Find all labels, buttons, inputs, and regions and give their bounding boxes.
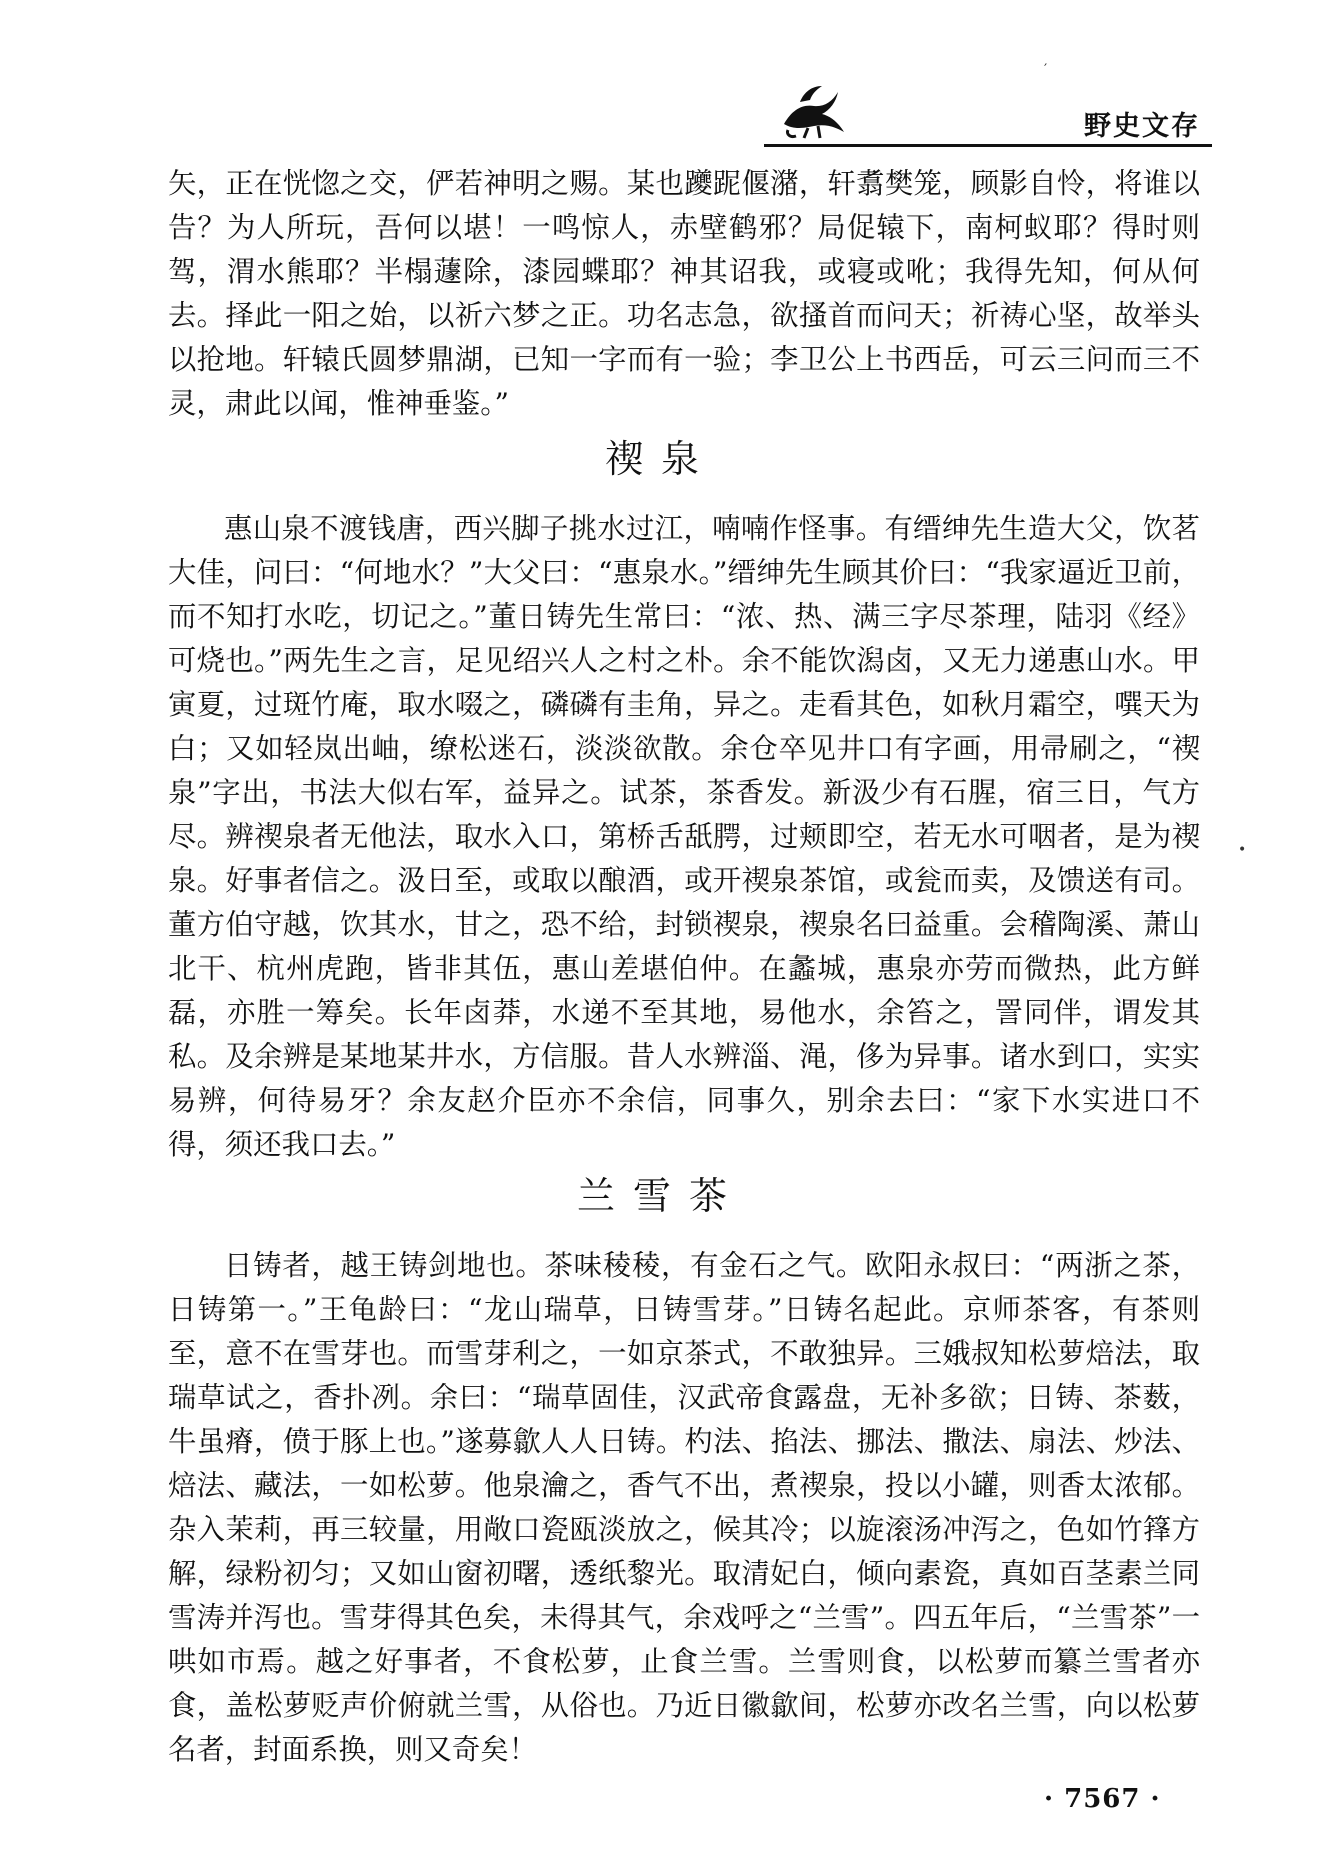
scan-mark: ′ <box>1044 62 1048 78</box>
section-lanxuecha-body <box>168 1244 1200 1772</box>
dragon-emblem-icon <box>778 80 850 140</box>
scan-dot: • <box>1238 842 1247 858</box>
section-title-lanxuecha: 兰雪茶 <box>576 1174 745 1218</box>
section-xiquan-paragraph: 惠山泉不渡钱唐，西兴脚子挑水过江，喃喃作怪事。有缙绅先生造大父，饮茗大佳，问曰：“何地水？”大父曰：“惠泉水。”缙绅先生顾其价曰：“我家逼近卫前，而不知打水吃，切记之。”董日铸先生常曰：“浓、热、满三字尽茶理，陆羽《经》可烧也。”两先生之言，足见绍兴人之村之朴。余不能饮潟卤，又无力递惠山水。甲寅夏，过斑竹庵，取水啜之，磷磷有圭角，异之。走看其色，如秋月霜空，噀天为白；又如轻岚出岫，缭松迷石，淡淡欲散。余仓卒见井口有字画，用帚刷之，“禊泉”字出，书法大似右军，益异之。试茶，茶香发。新汲少有石腥，宿三日，气方尽。辨禊泉者无他法，取水入口，第桥舌舐腭，过颊即空，若无水可咽者，是为禊泉。好事者信之。汲日至，或取以酿酒，或开禊泉茶馆，或瓮而卖，及馈送有司。董方伯守越，饮其水，甘之，恐不给，封锁禊泉，禊泉名曰益重。会稽陶溪、萧山北干、杭州虎跑，皆非其伍，惠山差堪伯仲。在蠡城，惠泉亦劳而微热，此方鲜磊，亦胜一筹矣。长年卤莽，水递不至其地，易他水，余笞之，詈同伴，谓发其私。及余辨是某地某井水，方信服。昔人水辨淄、渑，侈为异事。诸水到口，实实易辨，何待易牙？余友赵介臣亦不余信，同事久，别余去曰：“家下水实进口不得，须还我口去。” <box>168 512 1200 1161</box>
page-header <box>0 70 1322 150</box>
continuation-paragraph: 矢，正在恍惚之交，俨若神明之赐。某也躨跜偃潴，轩翥樊笼，顾影自怜，将谁以告？为人所玩，吾何以堪！一鸣惊人，赤壁鹤邪？局促辕下，南柯蚁耶？得时则驾，渭水熊耶？半榻蘧除，漆园蝶耶？神其诏我，或寝或吪；我得先知，何从何去。择此一阳之始，以祈六梦之正。功名志急，欲搔首而问天；祈祷心坚，故举头以抢地。轩辕氏圆梦鼎湖，已知一字而有一验；李卫公上书西岳，可云三问而三不灵，肃此以闻，惟神垂鉴。” <box>168 167 1200 420</box>
running-title: 野史文存 <box>1084 111 1200 142</box>
page-number: · 7567 · <box>1044 1784 1161 1814</box>
section-title-xiquan: 禊泉 <box>604 437 717 481</box>
header-rule <box>764 144 1212 147</box>
top-text-block <box>168 162 1200 426</box>
section-lanxuecha-paragraph: 日铸者，越王铸剑地也。茶味稜稜，有金石之气。欧阳永叔曰：“两浙之茶，日铸第一。”王龟龄曰：“龙山瑞草，日铸雪芽。”日铸名起此。京师茶客，有茶则至，意不在雪芽也。而雪芽利之，一如京茶式，不敢独异。三娥叔知松萝焙法，取瑞草试之，香扑冽。余曰：“瑞草固佳，汉武帝食露盘，无补多欲；日铸、茶薮，牛虽瘠，偾于豚上也。”遂募歙人人日铸。杓法、掐法、挪法、撒法、扇法、炒法、焙法、藏法，一如松萝。他泉瀹之，香气不出，煮禊泉，投以小罐，则香太浓郁。杂入茉莉，再三较量，用敞口瓷瓯淡放之，候其冷；以旋滚汤冲泻之，色如竹箨方解，绿粉初匀；又如山窗初曙，透纸黎光。取清妃白，倾向素瓷，真如百茎素兰同雪涛并泻也。雪芽得其色矣，未得其气，余戏呼之“兰雪”。四五年后，“兰雪茶”一哄如市焉。越之好事者，不食松萝，止食兰雪。兰雪则食，以松萝而纂兰雪者亦食，盖松萝贬声价俯就兰雪，从俗也。乃近日徽歙间，松萝亦改名兰雪，向以松萝名者，封面系换，则又奇矣！ <box>168 1249 1200 1766</box>
section-xiquan-body <box>168 507 1200 1167</box>
